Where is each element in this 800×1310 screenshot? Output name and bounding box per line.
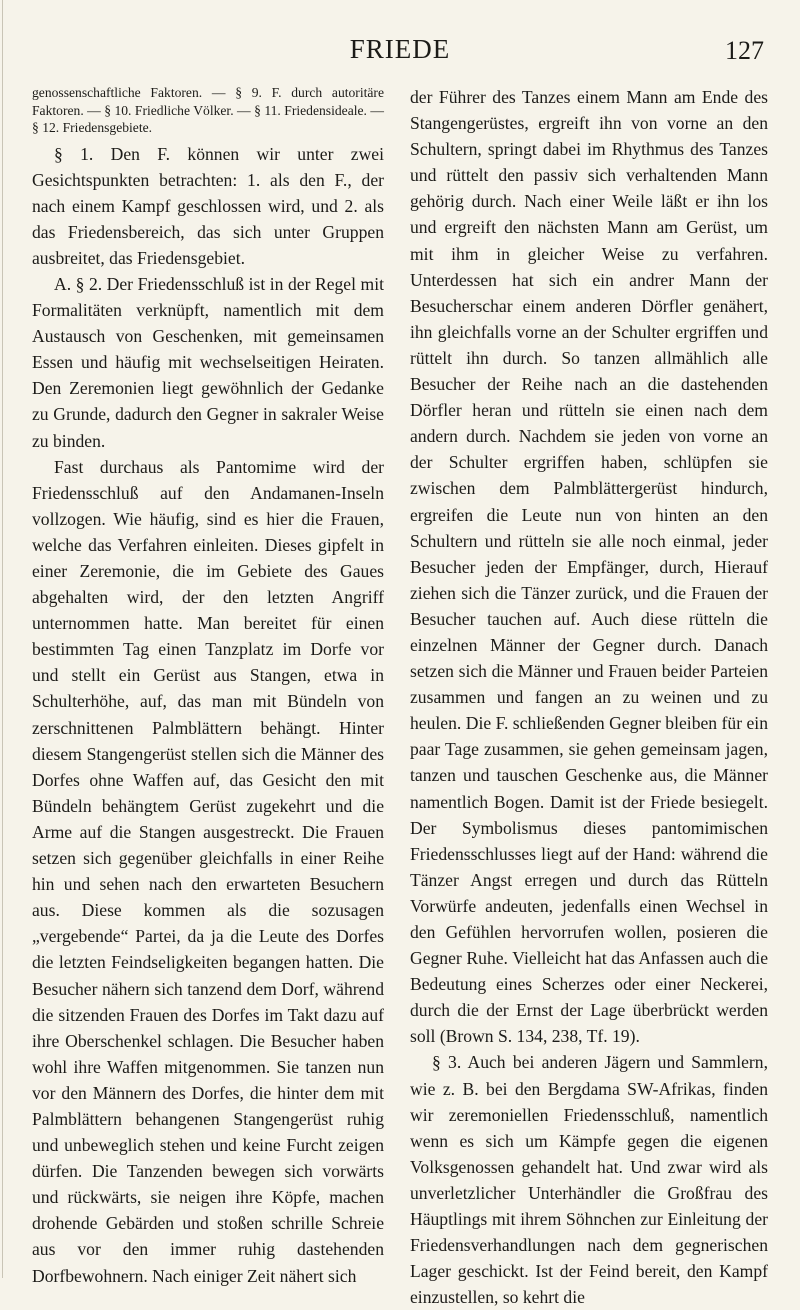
- running-header: [0, 30, 800, 70]
- paragraph: Fast durchaus als Pantomime wird der Friedensschluß auf den Andamanen-Inseln vollzogen. Wie häufig, sind es hier die Frauen, welche das Verfahren einleiten. Dieses gipfelt in einer Zeremonie, die im Gebiete des Gaues abgehalten wird, der den letzten Angriff unternommen hatte. Man bereitet für einen bestimmten Tag einen Tanzplatz im Dorfe vor und stellt ein Gerüst aus Stangen, etwa in Schulterhöhe, auf, das man mit Bündeln von zerschnittenen Palmblättern behängt. Hinter diesem Stangengerüst stellen sich die Männer des Dorfes ohne Waffen auf, das Gesicht den mit Bündeln behängtem Gerüst zugekehrt und die Arme auf die Stangen ausgestreckt. Die Frauen setzen sich gegenüber gleichfalls in einer Reihe hin und sehen nach den erwarteten Besuchern aus. Diese kommen als die sozusagen „vergebende“ Partei, da ja die Leute des Dorfes die letzten Feindseligkeiten begangen hatten. Die Besucher nähern sich tanzend dem Dorf, während die sitzenden Frauen des Dorfes im Takt dazu auf ihre Oberschenkel schlagen. Die Besucher haben wohl ihre Waffen mitgenommen. Sie tanzen nun vor den Männern des Dorfes, die hinter dem mit Palmblättern behangenen Stangengerüst ruhig und unbeweglich stehen und keine Furcht zeigen dürfen. Die Tanzenden bewegen sich vorwärts und rückwärts, sie neigen ihre Köpfe, machen drohende Gebärden und stoßen schrille Schreie aus vor den immer ruhig dastehenden Dorfbewohnern. Nach einiger Zeit nähert sich: [32, 456, 384, 1286]
- paragraph: A. § 2. Der Friedensschluß ist in der Regel mit Formalitäten verknüpft, namentlich mit dem Austausch von Geschenken, mit gemeinsamen Essen und häufig mit wechselseitigen Heiraten. Den Zeremonien liegt gewöhnlich der Gedanke zu Grunde, dadurch den Gegner in sakraler Weise zu binden.: [32, 273, 384, 451]
- section-summary: genossenschaftliche Faktoren. — § 9. F. durch autoritäre Faktoren. — § 10. Friedliche Völker. — § 11. Friedensideale. — § 12. Friedensgebiete.: [32, 85, 384, 135]
- page-edge-line: [2, 0, 3, 1278]
- running-title: FRIEDE: [349, 34, 451, 64]
- paragraph: § 1. Den F. können wir unter zwei Gesichtspunkten betrachten: 1. als den F., der nach einem Kampf geschlossen wird, und 2. als das Friedensbereich, das sich unter Gruppen ausbreitet, das Friedensgebiet.: [32, 143, 384, 268]
- right-column: [410, 84, 768, 1310]
- paragraph: der Führer des Tanzes einem Mann am Ende des Stangengerüstes, ergreift ihn von vorne an den Schultern, springt dabei im Rhythmus des Tanzes und rüttelt den passiv sich verhaltenden Mann gehörig durch. Nach einer Weile läßt er ihn los und ergreift den nächsten Mann am Gerüst, um mit ihm in gleicher Weise zu verfahren. Unterdessen hat sich ein andrer Mann der Besucherschar einem anderen Dörfler genähert, ihn gleichfalls vorne an der Schulter ergriffen und rüttelt ihn durch. So tanzen allmählich alle Besucher der Reihe nach an die dastehenden Dörfler heran und rütteln sie einen nach dem andern durch. Nachdem sie jeden von vorne an der Schulter ergriffen haben, schlüpfen sie zwischen dem Palmblättergerüst hindurch, ergreifen die Leute nun von hinten an den Schultern und rütteln sie alle noch einmal, jeder Besucher jeden der Empfänger, durch, Hierauf ziehen sich die Tänzer zurück, und die Frauen der Besucher tauchen auf. Auch diese rütteln die einzelnen Männer der Gegner durch. Danach setzen sich die Männer und Frauen beider Parteien zusammen und fangen an zu weinen und zu heulen. Die F. schließenden Gegner bleiben für ein paar Tage zusammen, sie gehen gemeinsam jagen, tanzen und tauschen Geschenke aus, die Männer namentlich Bogen. Damit ist der Friede besiegelt. Der Symbolismus dieses pantomimischen Friedensschlusses liegt auf der Hand: während die Tänzer Angst erregen und durch das Rütteln Vorwürfe andeuten, jedenfalls einen Wechsel in den Gefühlen hervorrufen wollen, posieren die Gegner Ruhe. Vielleicht hat das Anfassen auch die Bedeutung eines Scherzes oder einer Neckerei, durch die der Ernst der Lage überbrückt werden soll (Brown S. 134, 238, Tf. 19).: [410, 87, 768, 1047]
- paragraph: § 3. Auch bei anderen Jägern und Sammlern, wie z. B. bei den Bergdama SW-Afrikas, finden wir zeremoniellen Friedensschluß, namentlich wenn es sich um Kämpfe gegen die eigenen Volksgenossen gehandelt hat. Und zwar wird als unverletzlicher Unterhändler die Großfrau des Häuptlings mit ihrem Söhnchen zur Einleitung der Friedensverhandlungen nach dem gegnerischen Lager geschickt. Ist der Feind bereit, den Kampf einzustellen, so kehrt die: [410, 1052, 768, 1308]
- page-number: 127: [725, 36, 764, 65]
- left-column: [32, 84, 384, 1289]
